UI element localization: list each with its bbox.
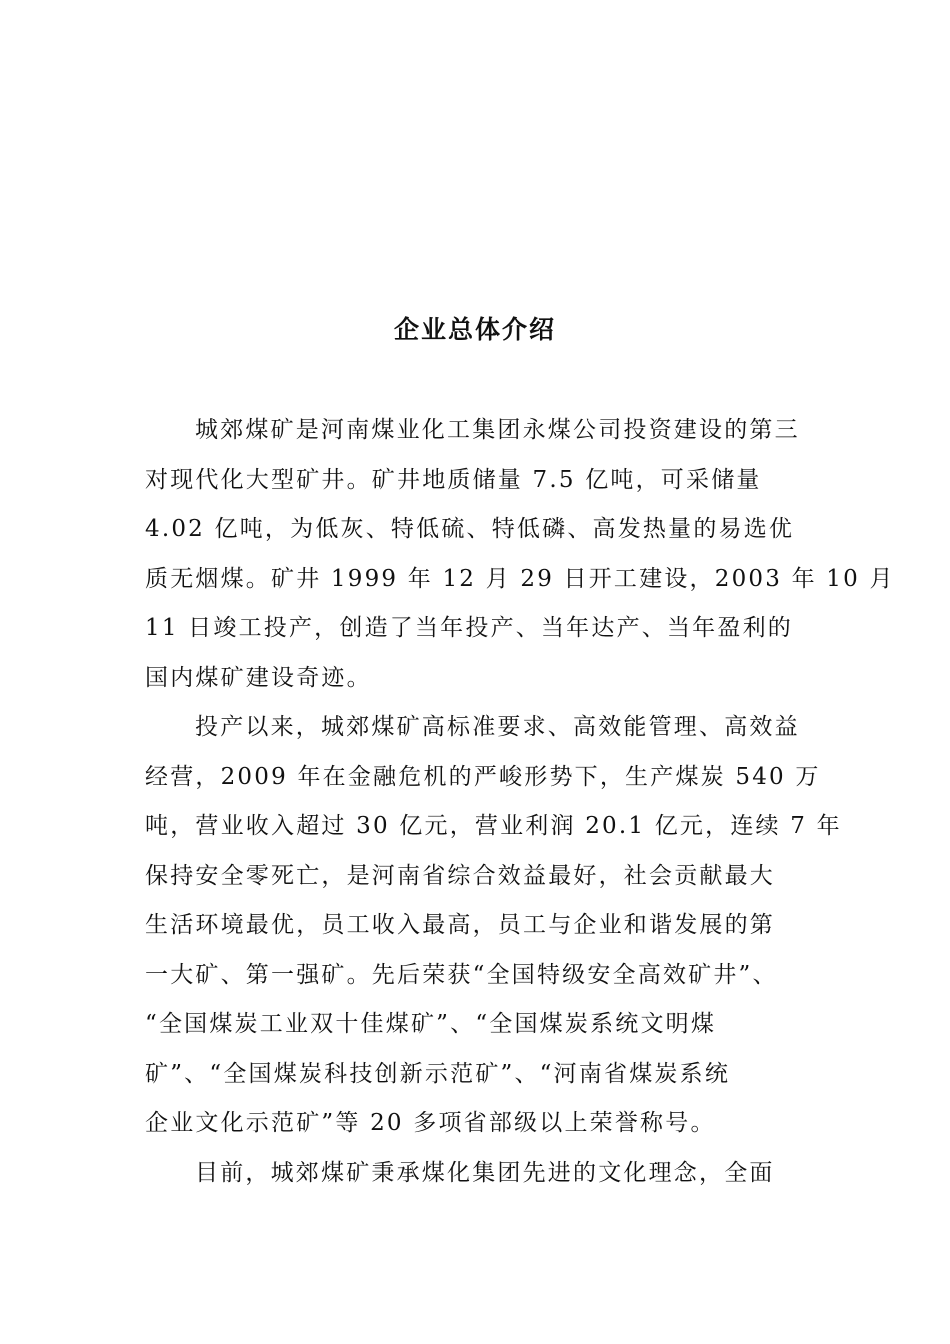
paragraph-2-line-1: 投产以来，城郊煤矿高标准要求、高效能管理、高效益: [195, 714, 800, 740]
paragraph-1-line-3: 4.02 亿吨，为低灰、特低硫、特低磷、高发热量的易选优: [145, 516, 795, 542]
paragraph-2-line-6: 一大矿、第一强矿。先后荣获“全国特级安全高效矿井”、: [145, 961, 778, 988]
paragraph-1-line-1: 城郊煤矿是河南煤业化工集团永煤公司投资建设的第三: [195, 417, 800, 443]
body-text: [145, 406, 895, 1198]
paragraph-1-line-6: 国内煤矿建设奇迹。: [145, 664, 372, 691]
paragraph-2-line-8: 矿”、“全国煤炭科技创新示范矿”、“河南省煤炭系统: [145, 1060, 731, 1087]
paragraph-1-line-4: 质无烟煤。矿井 1999 年 12 月 29 日开工建设，2003 年 10 月: [145, 565, 895, 592]
paragraph-2-line-2: 经营，2009 年在金融危机的严峻形势下，生产煤炭 540 万: [145, 763, 821, 790]
paragraph-3-line-1: 目前，城郊煤矿秉承煤化集团先进的文化理念，全面: [195, 1159, 775, 1186]
paragraph-1-line-5: 11 日竣工投产，创造了当年投产、当年达产、当年盈利的: [145, 615, 793, 641]
page-title: 企业总体介绍: [393, 315, 556, 344]
paragraph-2-line-7: “全国煤炭工业双十佳煤矿”、“全国煤炭系统文明煤: [145, 1011, 717, 1037]
paragraph-2-line-9: 企业文化示范矿”等 20 多项省部级以上荣誉称号。: [145, 1110, 716, 1136]
paragraph-2-line-4: 保持安全零死亡，是河南省综合效益最好，社会贡献最大: [145, 862, 775, 889]
paragraph-2-line-3: 吨，营业收入超过 30 亿元，营业利润 20.1 亿元，连续 7 年: [145, 813, 842, 839]
paragraph-1-line-2: 对现代化大型矿井。矿井地质储量 7.5 亿吨，可采储量: [145, 466, 762, 493]
paragraph-2-line-5: 生活环境最优，员工收入最高，员工与企业和谐发展的第: [145, 912, 775, 938]
